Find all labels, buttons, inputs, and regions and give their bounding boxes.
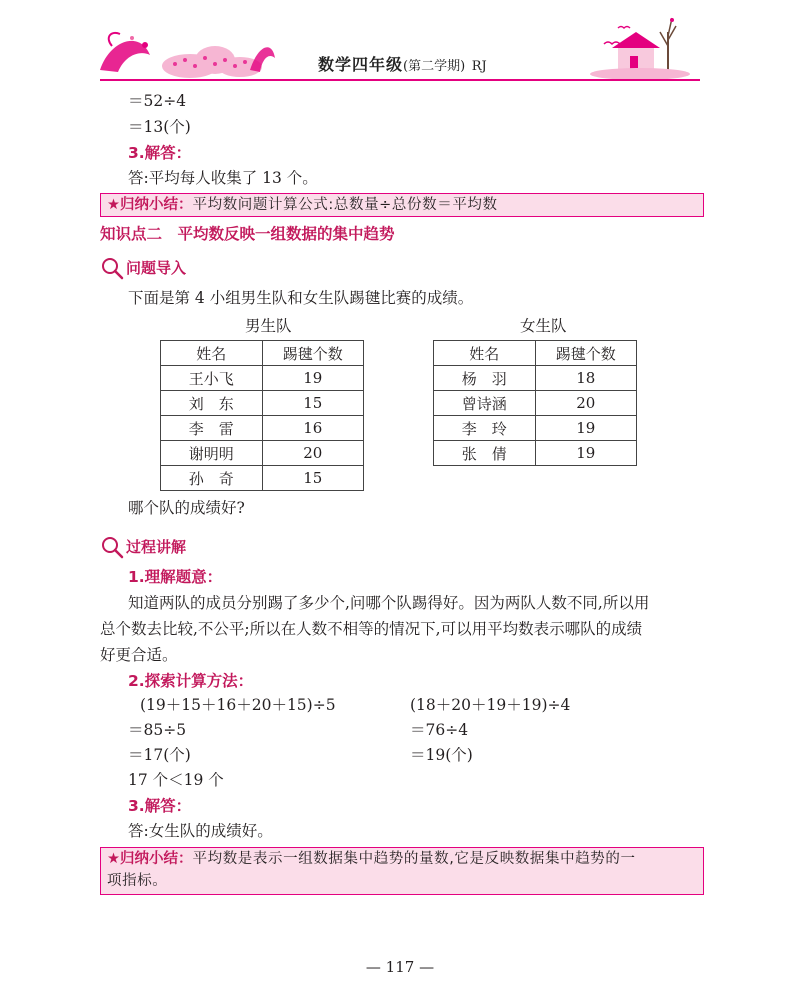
table-cell: 19 — [535, 441, 636, 466]
table-cell: 王小飞 — [161, 366, 263, 391]
table-header-cell: 姓名 — [434, 341, 536, 366]
calc-line: ＝13(个) — [128, 118, 191, 136]
table-cell: 刘 东 — [161, 391, 263, 416]
table-row — [434, 366, 637, 391]
paragraph-line: 总个数去比较,不公平;所以在人数不相等的情况下,可以用平均数表示哪队的成绩 — [100, 620, 643, 638]
summary-text: 项指标。 — [107, 873, 168, 889]
calc-line: ＝85÷5 — [128, 721, 187, 739]
table-row — [161, 391, 364, 416]
paragraph-line: 知道两队的成员分别踢了多少个,问哪个队踢得好。因为两队人数不同,所以用 — [128, 594, 650, 612]
table-cell: 张 倩 — [434, 441, 536, 466]
header-title: 数学四年级(第二学期) RJ — [318, 55, 487, 74]
calc-line: (19＋15＋16＋20＋15)÷5 — [140, 696, 336, 714]
question-text: 哪个队的成绩好? — [128, 499, 245, 517]
table-header-cell: 姓名 — [161, 341, 263, 366]
table-header-cell: 踢毽个数 — [535, 341, 636, 366]
answer-text: 答:平均每人收集了 13 个。 — [128, 169, 318, 187]
table-row — [434, 391, 637, 416]
table-row — [161, 466, 364, 491]
flower-decoration-icon — [100, 33, 150, 72]
table-cell: 20 — [535, 391, 636, 416]
page-number: — 117 — — [365, 958, 435, 976]
table-cell: 15 — [262, 391, 363, 416]
house-decoration-icon — [612, 32, 660, 72]
summary-label: ★归纳小结： — [107, 851, 193, 867]
header-rule — [100, 79, 700, 81]
table-header-row — [161, 341, 364, 366]
intro-heading: 问题导入 — [100, 256, 126, 280]
boys-table — [160, 340, 364, 491]
boys-table-caption: 男生队 — [245, 317, 292, 335]
tree-decoration-icon — [660, 18, 676, 72]
answer-text: 答:女生队的成绩好。 — [128, 822, 273, 840]
intro-text: 下面是第 4 小组男生队和女生队踢毽比赛的成绩。 — [128, 289, 474, 307]
table-row — [161, 366, 364, 391]
table-cell: 20 — [262, 441, 363, 466]
process-heading: 过程讲解 — [100, 535, 126, 559]
table-row — [434, 416, 637, 441]
step-label: 2.探索计算方法： — [128, 672, 254, 690]
summary-label: ★归纳小结： — [107, 197, 193, 213]
table-row — [161, 441, 364, 466]
table-cell: 19 — [535, 416, 636, 441]
table-cell: 杨 羽 — [434, 366, 536, 391]
compare-text: 17 个＜19 个 — [128, 771, 224, 789]
summary-text: 平均数问题计算公式:总数量÷总份数＝平均数 — [192, 197, 498, 213]
summary-text: 平均数是表示一组数据集中趋势的量数,它是反映数据集中趋势的一 — [192, 851, 636, 867]
table-header-row — [434, 341, 637, 366]
summary-box — [100, 847, 704, 895]
header-decoration — [0, 0, 800, 90]
table-row — [434, 441, 637, 466]
calc-line: ＝52÷4 — [128, 92, 187, 110]
paragraph-line: 好更合适。 — [100, 646, 178, 664]
calc-line: ＝76÷4 — [410, 721, 469, 739]
table-cell: 16 — [262, 416, 363, 441]
table-cell: 15 — [262, 466, 363, 491]
calc-line: ＝19(个) — [410, 746, 473, 764]
girls-table — [433, 340, 637, 466]
table-cell: 曾诗涵 — [434, 391, 536, 416]
section-title: 知识点二 平均数反映一组数据的集中趋势 — [100, 225, 395, 243]
summary-box — [100, 193, 704, 217]
table-cell: 李 玲 — [434, 416, 536, 441]
calc-line: (18＋20＋19＋19)÷4 — [410, 696, 571, 714]
step-label: 3.解答： — [128, 144, 192, 162]
girls-table-caption: 女生队 — [520, 317, 567, 335]
step-label: 1.理解题意： — [128, 568, 223, 586]
table-cell: 19 — [262, 366, 363, 391]
table-row — [161, 416, 364, 441]
step-label: 3.解答： — [128, 797, 192, 815]
table-cell: 孙 奇 — [161, 466, 263, 491]
magnifier-icon — [100, 535, 126, 559]
calc-line: ＝17(个) — [128, 746, 191, 764]
magnifier-icon — [100, 256, 126, 280]
table-header-cell: 踢毽个数 — [262, 341, 363, 366]
table-cell: 18 — [535, 366, 636, 391]
table-cell: 李 雷 — [161, 416, 263, 441]
table-cell: 谢明明 — [161, 441, 263, 466]
